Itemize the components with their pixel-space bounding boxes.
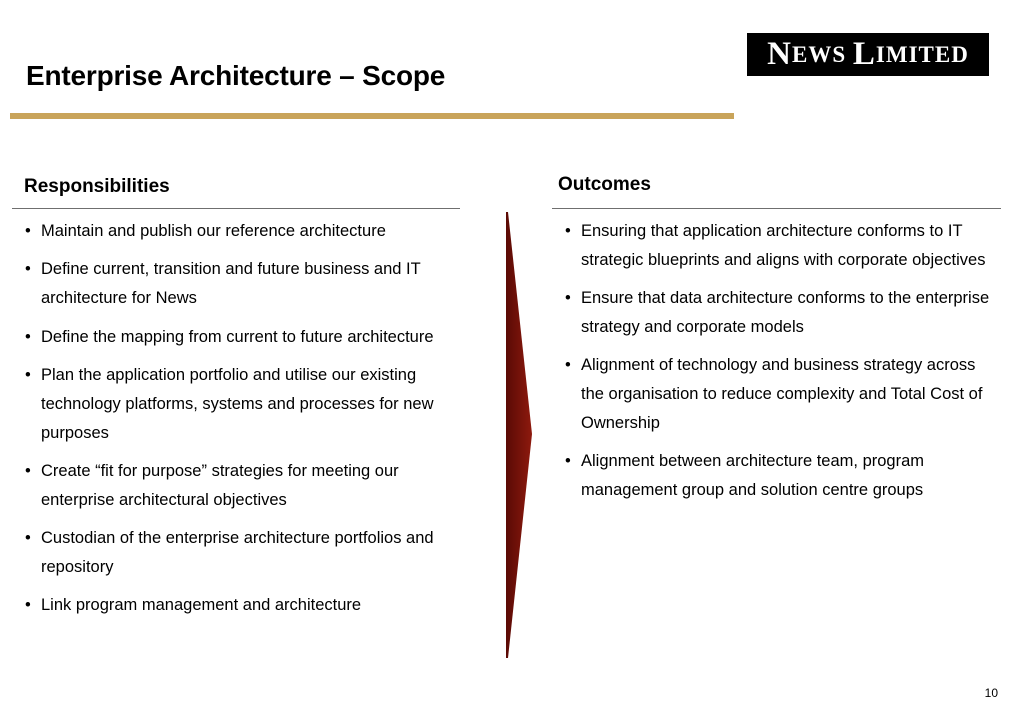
list-item: • Define the mapping from current to future architecture xyxy=(25,323,457,352)
responsibilities-heading: Responsibilities xyxy=(24,176,170,197)
list-item: • Create “fit for purpose” strategies for meeting our enterprise architectural objectives xyxy=(25,457,457,515)
responsibilities-list xyxy=(25,217,457,630)
list-item: • Maintain and publish our reference architecture xyxy=(25,217,457,246)
outcomes-list xyxy=(565,217,997,515)
divider-arrow-shape xyxy=(506,212,532,658)
list-item: • Custodian of the enterprise architecture portfolios and repository xyxy=(25,524,457,582)
responsibilities-rule xyxy=(12,208,460,209)
list-item: • Ensure that data architecture conforms to the enterprise strategy and corporate models xyxy=(565,284,997,342)
list-item: • Alignment between architecture team, program management group and solution centre groups xyxy=(565,447,997,505)
list-item: • Alignment of technology and business strategy across the organisation to reduce complexity and Total Cost of Ownership xyxy=(565,351,997,437)
list-item: • Ensuring that application architecture conforms to IT strategic blueprints and aligns with corporate objectives xyxy=(565,217,997,275)
title-underline xyxy=(10,113,734,119)
list-item: • Plan the application portfolio and utilise our existing technology platforms, systems and processes for new purposes xyxy=(25,361,457,447)
outcomes-rule xyxy=(552,208,1001,209)
outcomes-heading: Outcomes xyxy=(558,174,651,195)
list-item: • Link program management and architecture xyxy=(25,591,457,620)
list-item: • Define current, transition and future business and IT architecture for News xyxy=(25,255,457,313)
page-number: 10 xyxy=(984,686,998,700)
chevron-divider xyxy=(505,212,535,658)
news-limited-logo: N EWS L IMITED xyxy=(747,33,989,76)
slide-title: Enterprise Architecture – Scope xyxy=(26,60,446,91)
